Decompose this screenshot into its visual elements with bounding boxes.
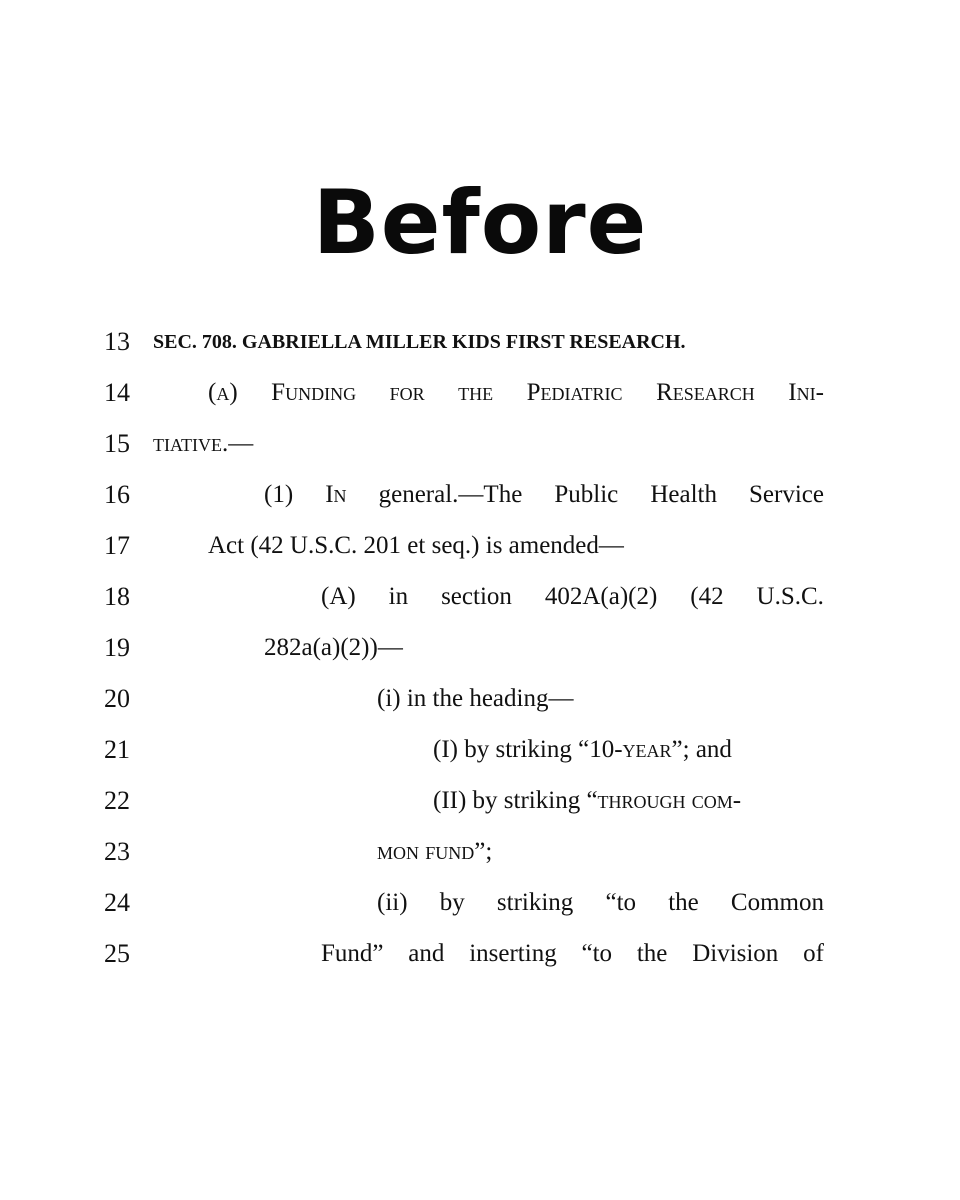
line-text	[433, 730, 732, 770]
bill-line-16	[0, 475, 960, 515]
line-number: 16	[104, 480, 130, 509]
line-text-justified	[321, 577, 824, 617]
bill-line-24	[0, 883, 960, 923]
subsection-heading	[208, 373, 824, 413]
small-caps-segment: through com-	[597, 787, 742, 814]
word: Funding	[271, 379, 357, 406]
word: Pediatric	[526, 379, 623, 406]
word: the	[458, 379, 494, 406]
line-text: tiative.—	[153, 430, 254, 457]
line-text-justified	[377, 883, 824, 923]
text-segment: ”;	[474, 838, 493, 865]
word: “to	[605, 889, 637, 916]
section-heading: SEC. 708. GABRIELLA MILLER KIDS FIRST RESEARCH.	[153, 331, 686, 353]
word: in	[388, 583, 409, 610]
line-number: 22	[104, 786, 130, 815]
word: (ii)	[377, 889, 408, 916]
word: and	[408, 940, 445, 967]
bill-line-17	[0, 526, 960, 566]
line-number: 13	[104, 327, 130, 356]
small-caps-segment: 10-year	[589, 736, 672, 763]
bill-line-21	[0, 730, 960, 770]
bill-line-15	[0, 424, 960, 464]
line-number: 25	[104, 939, 130, 968]
line-number: 19	[104, 633, 130, 662]
word: In	[325, 481, 347, 508]
word: striking	[496, 889, 574, 916]
word: by	[439, 889, 465, 916]
line-text	[377, 832, 492, 872]
bill-line-20	[0, 679, 960, 719]
bill-line-18	[0, 577, 960, 617]
word: (A)	[321, 583, 356, 610]
bill-line-13	[0, 322, 960, 362]
word: (a)	[208, 379, 238, 406]
word: Service	[749, 481, 824, 508]
word: Research	[656, 379, 755, 406]
word: (42	[690, 583, 724, 610]
line-text: 282a(a)(2))—	[264, 634, 403, 661]
bill-line-14	[0, 373, 960, 413]
text-segment: (I) by striking “	[433, 736, 590, 763]
word: the	[636, 940, 668, 967]
before-headline: Before	[312, 171, 648, 274]
line-text: Act (42 U.S.C. 201 et seq.) is amended—	[208, 532, 624, 559]
word: Common	[730, 889, 824, 916]
line-number: 20	[104, 684, 130, 713]
text-segment: (II) by striking “	[433, 787, 598, 814]
line-number: 18	[104, 582, 130, 611]
word: Ini-	[788, 379, 824, 406]
word: the	[668, 889, 699, 916]
small-caps-segment: mon fund	[377, 838, 475, 865]
word: section	[441, 583, 512, 610]
line-number: 24	[104, 888, 130, 917]
text-segment: ”; and	[671, 736, 732, 763]
line-number: 17	[104, 531, 130, 560]
bill-line-25	[0, 934, 960, 974]
word: U.S.C.	[756, 583, 824, 610]
word: 402A(a)(2)	[544, 583, 658, 610]
line-text	[433, 781, 741, 821]
word: of	[803, 940, 824, 967]
line-text: (i) in the heading—	[377, 685, 574, 712]
word: Fund”	[321, 940, 384, 967]
bill-line-22	[0, 781, 960, 821]
bill-line-19	[0, 628, 960, 668]
line-number: 23	[104, 837, 130, 866]
word: for	[389, 379, 425, 406]
word: Health	[650, 481, 717, 508]
line-number: 14	[104, 378, 130, 407]
line-text-justified	[321, 934, 824, 974]
paragraph-heading	[264, 475, 824, 515]
line-number: 15	[104, 429, 130, 458]
word: Public	[554, 481, 619, 508]
line-number: 21	[104, 735, 130, 764]
word: Division	[692, 940, 779, 967]
word: general.—The	[378, 481, 523, 508]
word: “to	[581, 940, 613, 967]
bill-line-23	[0, 832, 960, 872]
word: inserting	[469, 940, 557, 967]
word: (1)	[264, 481, 294, 508]
